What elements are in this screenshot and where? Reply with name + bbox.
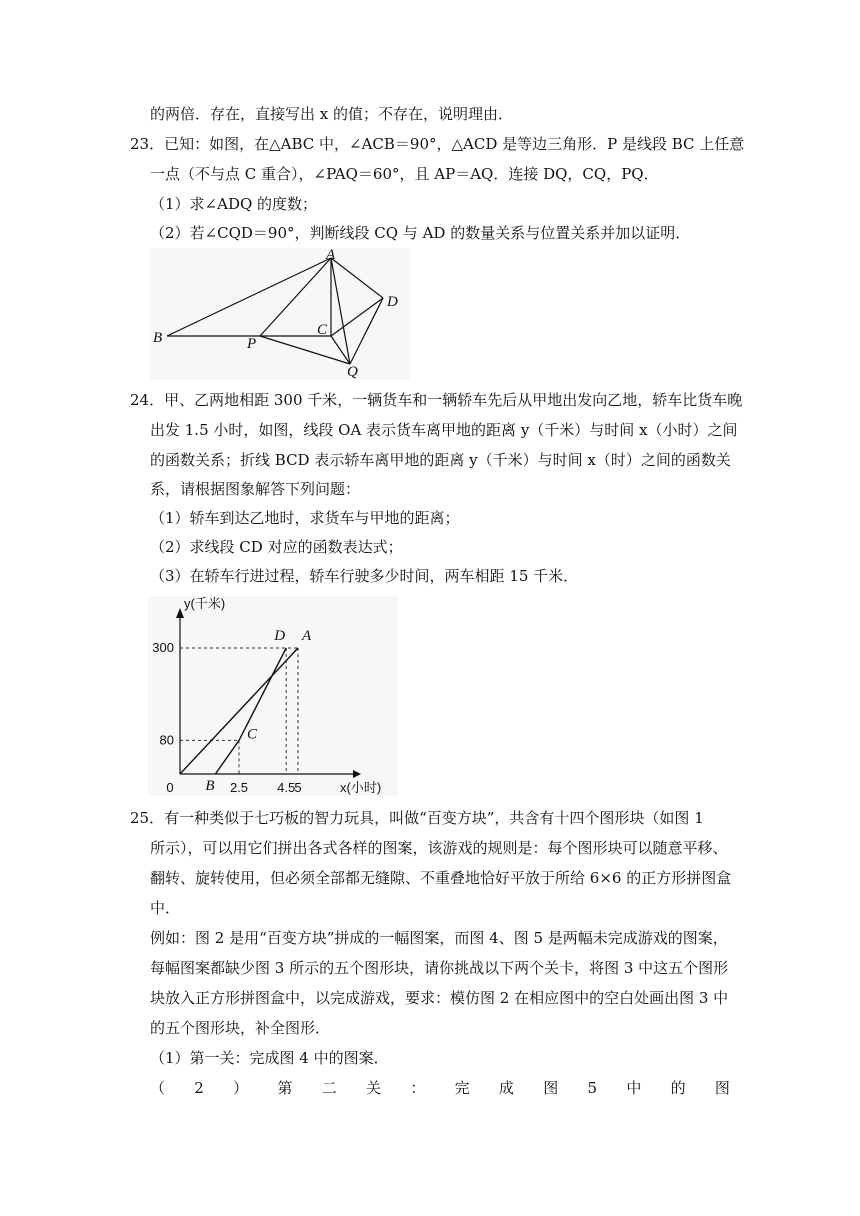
- question-25-line-7: 块放入正方形拼图盒中，以完成游戏，要求：模仿图 2 在相应图中的空白处画出图 3 中: [150, 989, 729, 1007]
- char: 第: [277, 1079, 293, 1097]
- x-axis-label: x(小时): [340, 780, 382, 795]
- char: ：: [410, 1079, 426, 1097]
- char: 5: [587, 1079, 598, 1097]
- point-label-C: C: [317, 322, 328, 338]
- char: 图: [543, 1079, 559, 1097]
- char: 图: [714, 1079, 730, 1097]
- question-23-line-2: 一点（不与点 C 重合），∠PAQ＝60°，且 AP＝AQ．连接 DQ，CQ，PQ．: [150, 165, 659, 183]
- char: 二: [321, 1079, 337, 1097]
- x-tick-label: 2.5: [229, 780, 249, 795]
- point-label-A: A: [326, 248, 336, 263]
- point-label-D: D: [387, 294, 398, 310]
- question-25-line-6: 每幅图案都缺少图 3 所示的五个图形块，请你挑战以下两个关卡，将图 3 中这五个图形: [150, 959, 729, 977]
- question-25-line-2: 所示），可以用它们拼出各式各样的图案，该游戏的规则是：每个图形块可以随意平移、: [150, 839, 728, 857]
- point-label-B: B: [153, 330, 163, 346]
- point-label-D: D: [274, 628, 286, 644]
- x-tick-label: 5: [294, 780, 302, 795]
- question-25-part-1: （1）第一关：完成图 4 中的图案．: [150, 1049, 389, 1067]
- question-25-part-2: [150, 1078, 730, 1098]
- point-label-C: C: [247, 726, 258, 743]
- question-25-line-3: 翻转、旋转使用，但必须全部都无缝隙、不重叠地恰好平放于所给 6×6 的正方形拼图盒: [150, 869, 732, 887]
- y-axis-label: y(千米): [184, 596, 226, 611]
- char: 完: [454, 1079, 470, 1097]
- point-label-A: A: [302, 628, 312, 644]
- question-25-line-4: 中．: [150, 899, 181, 917]
- question-24-line-3: 的函数关系；折线 BCD 表示轿车离甲地的距离 y（千米）与时间 x（时）之间的函数关: [150, 451, 731, 469]
- char: 2: [194, 1079, 204, 1097]
- point-label-Q: Q: [347, 364, 358, 380]
- question-25-line-8: 的五个图形块，补全图形．: [150, 1019, 331, 1037]
- question-24-line-4: 系，请根据图象解答下列问题：: [150, 480, 361, 498]
- distance-time-chart: [148, 596, 398, 796]
- question-24-part-2: （2）求线段 CD 对应的函数表达式；: [150, 538, 403, 556]
- question-23-line-1: 23．已知：如图，在△ABC 中，∠ACB＝90°，△ACD 是等边三角形．P 是线段 BC 上任意: [130, 135, 745, 153]
- question-24-line-2: 出发 1.5 小时，如图，线段 OA 表示货车离甲地的距离 y（千米）与时间 x（小时）之间: [150, 421, 738, 439]
- question-23-part-2: （2）若∠CQD＝90°，判断线段 CQ 与 AD 的数量关系与位置关系并加以证明．: [150, 224, 691, 242]
- question-25-line-1: 25．有一种类似于七巧板的智力玩具，叫做“百变方块”，共含有十四个图形块（如图 1: [130, 809, 704, 827]
- x-tick-label: 4.5: [277, 780, 296, 795]
- char: ）: [233, 1079, 249, 1097]
- char: 的: [670, 1079, 686, 1097]
- y-tick-label: 80: [159, 732, 174, 748]
- point-label-P: P: [247, 336, 257, 352]
- char: （: [150, 1079, 166, 1097]
- char: 成: [498, 1079, 514, 1097]
- question-25-line-5: 例如：图 2 是用“百变方块”拼成的一幅图案，而图 4、图 5 是两幅未完成游戏的图案，: [150, 929, 728, 947]
- char: 中: [626, 1079, 642, 1097]
- y-tick-label: 300: [152, 640, 174, 655]
- text-line: 的两倍．存在，直接写出 x 的值；不存在，说明理由．: [150, 105, 513, 123]
- geometry-figure-23: [150, 248, 410, 380]
- point-label-B: B: [205, 778, 215, 794]
- char: 关: [366, 1079, 382, 1097]
- origin-label: 0: [166, 780, 174, 795]
- question-24-line-1: 24．甲、乙两地相距 300 千米，一辆货车和一辆轿车先后从甲地出发向乙地，轿车比货车晚: [130, 391, 743, 409]
- question-24-part-3: （3）在轿车行进过程，轿车行驶多少时间，两车相距 15 千米．: [150, 567, 579, 585]
- question-24-part-1: （1）轿车到达乙地时，求货车与甲地的距离；: [150, 509, 460, 527]
- question-23-part-1: （1）求∠ADQ 的度数；: [150, 195, 318, 213]
